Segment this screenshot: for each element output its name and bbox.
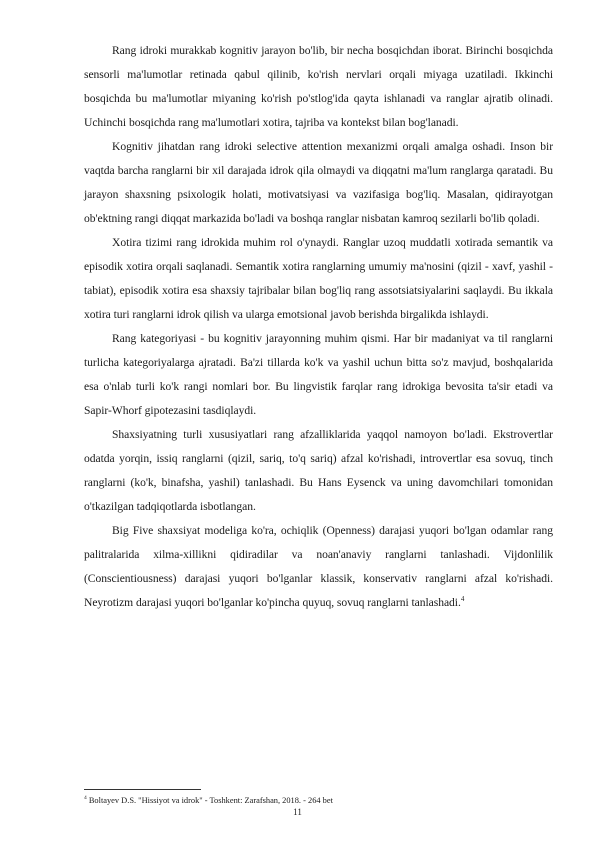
paragraph-3: Xotira tizimi rang idrokida muhim rol o'ynaydi. Ranglar uzoq muddatli xotirada semantik va episodik xotira orqali saqlanadi. Semantik xotira ranglarning umumiy ma'nosini (qizil - xavf, yashil - tabiat), episodik xotira esa shaxsiy tajribalar bilan bog'liq rang assotsiatsiyalarini saqlaydi. Bu ikkala xotira turi ranglarni idrok qilish va ularga emotsional javob berishda birgalikda ishlaydi. xyxy=(84,236,553,321)
footnote-text: Boltayev D.S. "Hissiyot va idrok" - Toshkent: Zarafshan, 2018. - 264 bet xyxy=(88,795,333,805)
paragraph-6-text: Big Five shaxsiyat modeliga ko'ra, ochiqlik (Openness) darajasi yuqori bo'lgan odamlar rang palitralarida xilma-xillikni qidiradilar va noan'anaviy ranglarni tanlashadi. Vijdonlilik (Conscientiousness) darajasi yuqori bo'lganlar klassik, konservativ ranglarni afzal ko'rishadi. Neyrotizm darajasi yuqori bo'lganlar ko'pincha quyuq, sovuq ranglarni tanlashadi. xyxy=(84,524,553,609)
paragraph-2: Kognitiv jihatdan rang idroki selective attention mexanizmi orqali amalga oshadi. Inson bir vaqtda barcha ranglarni bir xil darajada idrok qila olmaydi va diqqatni ma'lum ranglarga qaratadi. Bu jarayon shaxsning psixologik holati, motivatsiyasi va vazifasiga bog'liq. Masalan, qidirayotgan ob'ektning rangi diqqat markazida bo'ladi va boshqa ranglar nisbatan kamroq sezilarli bo'lib qoladi. xyxy=(84,140,553,225)
paragraph-5: Shaxsiyatning turli xususiyatlari rang afzalliklarida yaqqol namoyon bo'ladi. Ekstrovertlar odatda yorqin, issiq ranglarni (qizil, sariq, to'q sariq) afzal ko'rishadi, introvertlar esa sovuq, tinch ranglarni (ko'k, binafsha, yashil) tanlashadi. Bu Hans Eysenck va uning davomchilari tomonidan o'tkazilgan tadqiqotlarda isbotlangan. xyxy=(84,428,553,513)
footnote-reference[interactable]: 4 xyxy=(460,595,465,604)
paragraph-6 xyxy=(84,519,553,615)
page-number: 11 xyxy=(293,807,302,817)
footnote xyxy=(84,793,553,806)
main-text xyxy=(84,39,553,615)
paragraph-4: Rang kategoriyasi - bu kognitiv jarayonning muhim qismi. Har bir madaniyat va til ranglarni turlicha kategoriyalarga ajratadi. Ba'zi tillarda ko'k va yashil uchun bitta so'z mavjud, boshqalarida esa o'nlab turli ko'k rangi nomlari bor. Bu lingvistik farqlar rang idrokiga bevosita ta'sir etadi va Sapir-Whorf gipotezasini tasdiqlaydi. xyxy=(84,332,553,417)
paragraph-1: Rang idroki murakkab kognitiv jarayon bo'lib, bir necha bosqichdan iborat. Birinchi bosqichda sensorli ma'lumotlar retinada qabul qilinib, ko'rish nervlari orqali miyaga uzatiladi. Ikkinchi bosqichda bu ma'lumotlar miyaning ko'rish po'stlog'ida qayta ishlanadi va ranglar ajratib olinadi. Uchinchi bosqichda rang ma'lumotlari xotira, tajriba va kontekst bilan bog'lanadi. xyxy=(84,44,553,129)
footnote-divider xyxy=(84,789,201,790)
footnote-marker: 4 xyxy=(84,795,87,801)
